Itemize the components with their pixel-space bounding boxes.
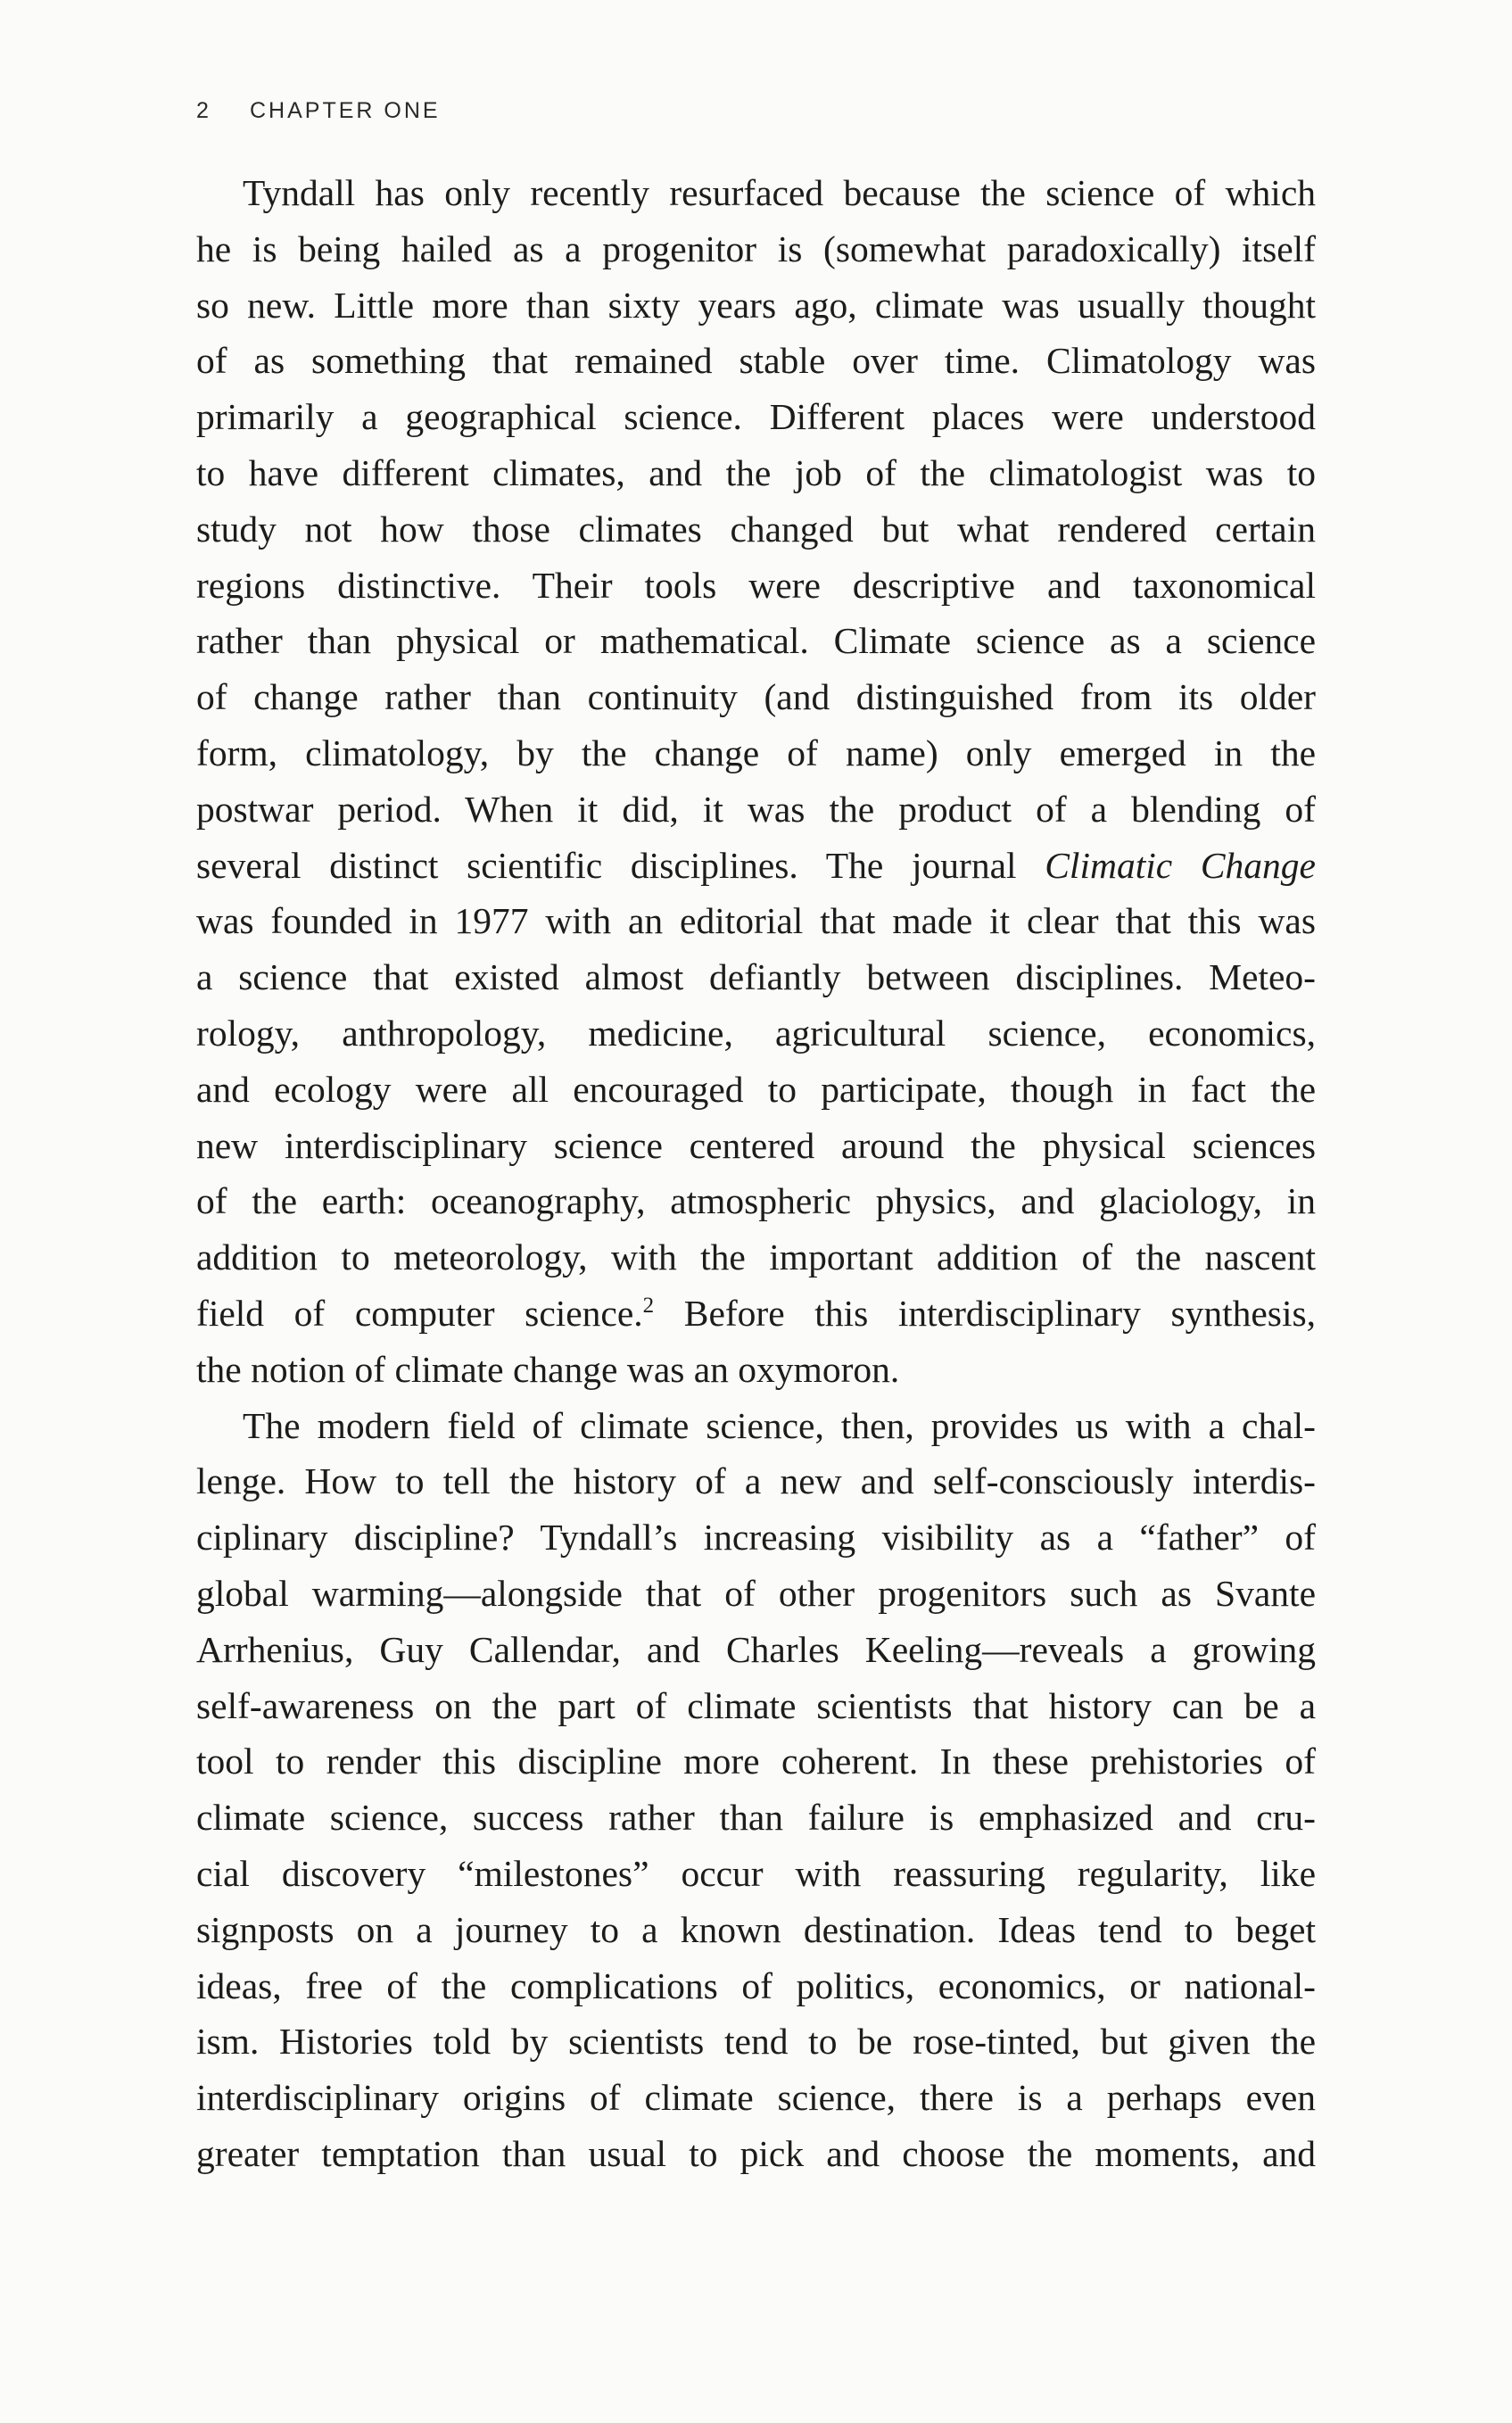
text-line: he is being hailed as a progenitor is (somewhat paradoxically) itself [196, 227, 1316, 269]
text-line: of the earth: oceanography, atmospheric physics, and glaciology, in [196, 1180, 1316, 1222]
text-line: was founded in 1977 with an editorial that made it clear that this was [196, 900, 1316, 942]
text-line: a science that existed almost defiantly between disciplines. Meteo- [196, 956, 1316, 998]
text-line: Arrhenius, Guy Callendar, and Charles Keeling—reveals a growing [196, 1628, 1316, 1670]
text-line: self-awareness on the part of climate scientists that history can be a [196, 1684, 1316, 1726]
paragraph-2 [196, 1398, 1316, 2182]
text-line: climate science, success rather than failure is emphasized and cru- [196, 1797, 1316, 1839]
text-line: interdisciplinary origins of climate science, there is a perhaps even [196, 2077, 1316, 2119]
text-line: to have different climates, and the job of the climatologist was to [196, 451, 1316, 493]
text-line: ism. Histories told by scientists tend to be rose-tinted, but given the [196, 2021, 1316, 2063]
text-line: rology, anthropology, medicine, agricultural science, economics, [196, 1012, 1316, 1054]
footnote-marker: 2 [642, 1293, 655, 1318]
text-line: form, climatology, by the change of name) only emerged in the [196, 732, 1316, 773]
text-line: regions distinctive. Their tools were descriptive and taxonomical [196, 564, 1316, 606]
text-line: global warming—alongside that of other progenitors such as Svante [196, 1572, 1316, 1614]
journal-title: Climatic Change [1045, 844, 1316, 886]
text-line: postwar period. When it did, it was the product of a blending of [196, 788, 1316, 830]
text-line: new interdisciplinary science centered around the physical sciences [196, 1124, 1316, 1166]
text-line: study not how those climates changed but what rendered certain [196, 508, 1316, 550]
running-head [196, 98, 441, 124]
page-number: 2 [196, 98, 209, 123]
text-line: rather than physical or mathematical. Climate science as a science [196, 620, 1316, 662]
text-line: ideas, free of the complications of politics, economics, or national- [196, 1964, 1316, 2006]
text-line: Tyndall has only recently resurfaced because the science of which [243, 172, 1316, 213]
chapter-title: CHAPTER ONE [250, 98, 441, 123]
text-line: and ecology were all encouraged to participate, though in fact the [196, 1068, 1316, 1110]
text-line: cial discovery “milestones” occur with reassuring regularity, like [196, 1852, 1316, 1894]
text-segment: Before this interdisciplinary synthesis, [654, 1292, 1316, 1334]
text-segment: field of computer science. [196, 1292, 643, 1334]
text-line: primarily a geographical science. Different places were understood [196, 396, 1316, 438]
text-line: ciplinary discipline? Tyndall’s increasing visibility as a “father” of [196, 1517, 1316, 1559]
text-segment: several distinct scientific disciplines. The journal [196, 844, 1045, 886]
text-line: greater temptation than usual to pick and choose the moments, and [196, 2132, 1316, 2174]
body-text [196, 165, 1316, 2182]
text-line: so new. Little more than sixty years ago, climate was usually thought [196, 284, 1316, 326]
text-line: of change rather than continuity (and distinguished from its older [196, 676, 1316, 718]
text-line: tool to render this discipline more coherent. In these prehistories of [196, 1741, 1316, 1782]
text-line: of as something that remained stable over time. Climatology was [196, 340, 1316, 382]
text-line: signposts on a journey to a known destination. Ideas tend to beget [196, 1908, 1316, 1950]
paragraph-1 [196, 165, 1316, 1398]
text-line [196, 1286, 1316, 1342]
text-line: lenge. How to tell the history of a new and self-consciously interdis- [196, 1460, 1316, 1502]
text-line: the notion of climate change was an oxymoron. [196, 1348, 900, 1390]
text-line [196, 838, 1316, 894]
text-line: The modern field of climate science, then, provides us with a chal- [243, 1404, 1316, 1446]
text-line: addition to meteorology, with the important addition of the nascent [196, 1236, 1316, 1278]
